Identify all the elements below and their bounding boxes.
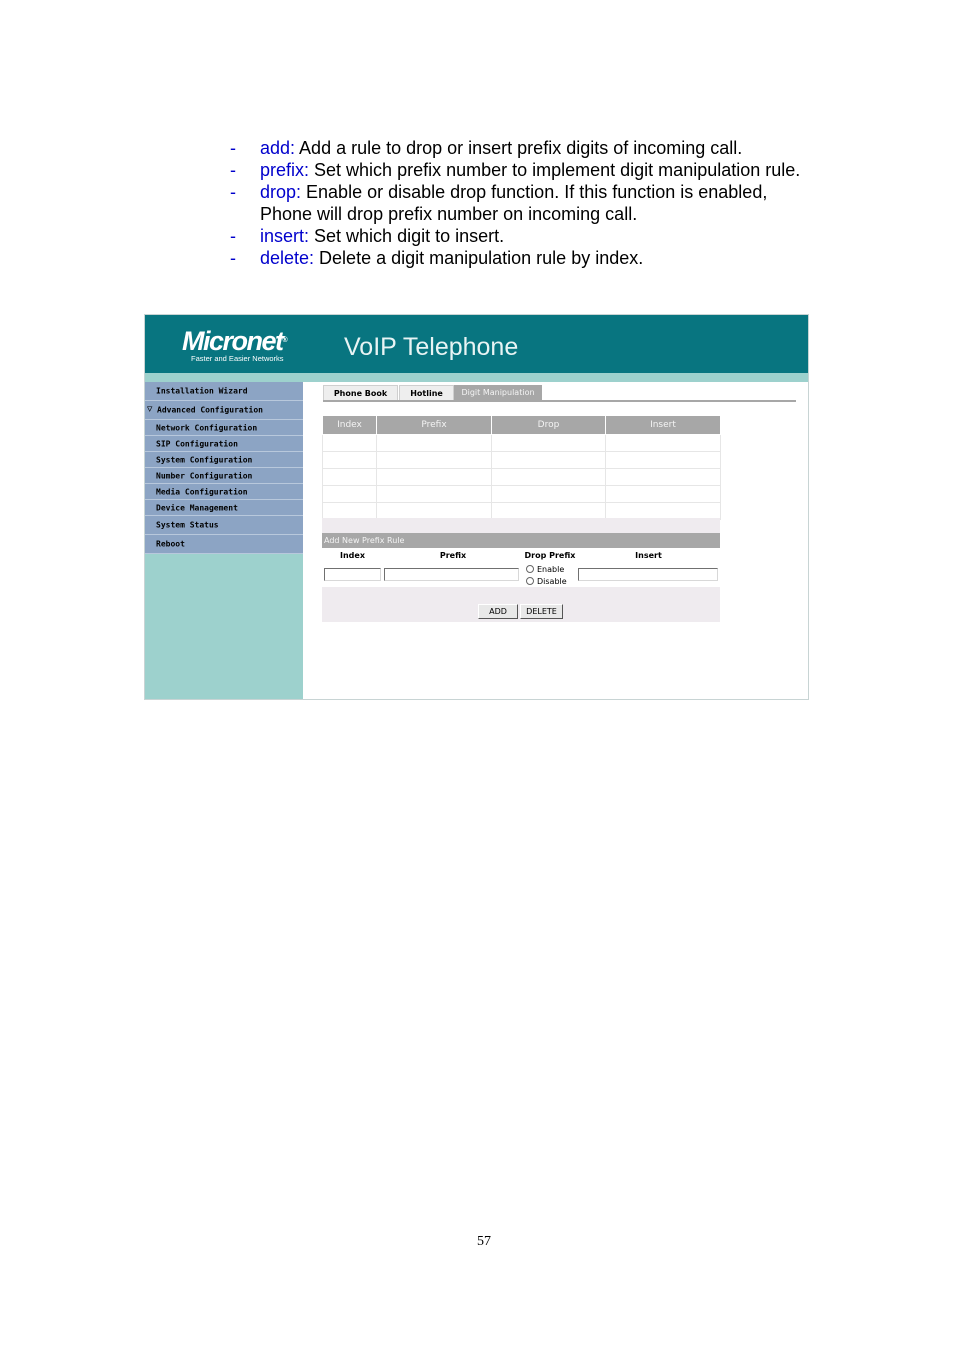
bullet-marker: - (230, 182, 236, 202)
table-row (323, 503, 721, 520)
term-delete: delete: (260, 248, 315, 268)
drop-enable-option[interactable] (526, 565, 564, 575)
bullet-marker: - (230, 226, 236, 246)
prefix-input[interactable] (384, 568, 519, 581)
sidebar-item-device-management[interactable] (145, 500, 303, 516)
table-header-row (323, 416, 721, 435)
tab-underline (323, 400, 796, 402)
sidebar-item-media-configuration[interactable] (145, 484, 303, 500)
desc-drop: Enable or disable drop function. If this function is enabled, Phone will drop prefix number on incoming call. (260, 182, 768, 224)
sidebar (145, 382, 303, 700)
bullet-insert (230, 225, 820, 247)
term-insert: insert: (260, 226, 310, 246)
tab-hotline[interactable]: Hotline (399, 385, 454, 400)
drop-disable-option[interactable] (526, 577, 567, 587)
form-header-insert: Insert (577, 548, 720, 563)
add-button[interactable]: ADD (478, 604, 518, 619)
form-title: Add New Prefix Rule (322, 533, 720, 548)
registered-mark: ® (282, 337, 288, 344)
tab-digit-manipulation[interactable]: Digit Manipulation (454, 385, 542, 400)
form-header-index: Index (322, 548, 383, 563)
sidebar-item-network-configuration[interactable] (145, 420, 303, 436)
banner-strip (145, 373, 808, 382)
ui-screenshot (144, 314, 809, 700)
app-title: VoIP Telephone (344, 333, 519, 361)
index-input[interactable] (324, 568, 381, 581)
sidebar-item-label: Number Configuration (156, 471, 253, 480)
bullet-add (230, 137, 820, 159)
parameter-list (230, 137, 820, 269)
sidebar-item-label: System Configuration (156, 455, 253, 464)
add-prefix-rule-form (322, 533, 720, 622)
bullet-drop (230, 181, 820, 225)
sidebar-item-number-configuration[interactable] (145, 468, 303, 484)
sidebar-nav (145, 382, 303, 554)
digit-rules-table (322, 415, 721, 520)
sidebar-item-label: Reboot (156, 539, 185, 549)
sidebar-item-system-status[interactable] (145, 516, 303, 535)
desc-insert: Set which digit to insert. (309, 226, 505, 246)
column-header-index: Index (323, 416, 377, 435)
form-field-row (322, 563, 720, 587)
sidebar-item-label: Media Configuration (156, 487, 248, 496)
bullet-marker: - (230, 160, 236, 180)
term-drop: drop: (260, 182, 302, 202)
bullet-marker: - (230, 138, 236, 158)
sidebar-item-label: Device Management (156, 503, 238, 512)
logo-text: Micronet (182, 326, 283, 356)
radio-enable-label: Enable (537, 565, 565, 574)
desc-delete: Delete a digit manipulation rule by index. (314, 248, 644, 268)
sidebar-item-label: Network Configuration (156, 423, 258, 432)
radio-enable[interactable] (526, 565, 534, 573)
sidebar-item-label: Installation Wizard (156, 386, 248, 396)
table-footer (322, 518, 720, 534)
sidebar-item-label: SIP Configuration (156, 439, 238, 448)
sidebar-item-sip-configuration[interactable] (145, 436, 303, 452)
radio-disable[interactable] (526, 577, 534, 585)
delete-button[interactable]: DELETE (520, 604, 563, 619)
table-row (323, 452, 721, 469)
term-add: add: (260, 138, 296, 158)
column-header-prefix: Prefix (377, 416, 492, 435)
bullet-marker: - (230, 248, 236, 268)
sidebar-item-label: Advanced Configuration (157, 405, 263, 415)
triangle-down-icon: ▽ (147, 404, 153, 415)
sidebar-item-label: System Status (156, 520, 219, 530)
micronet-logo (182, 327, 288, 355)
column-header-drop: Drop (492, 416, 606, 435)
form-header-drop-prefix: Drop Prefix (523, 548, 577, 563)
bullet-delete (230, 247, 820, 269)
bullet-prefix (230, 159, 820, 181)
table-row (323, 486, 721, 503)
term-prefix: prefix: (260, 160, 310, 180)
form-header-prefix: Prefix (383, 548, 523, 563)
page-number: 57 (477, 1234, 491, 1249)
sidebar-item-installation-wizard[interactable] (145, 382, 303, 401)
sidebar-item-system-configuration[interactable] (145, 452, 303, 468)
desc-add: Add a rule to drop or insert prefix digits of incoming call. (295, 138, 743, 158)
sidebar-item-reboot[interactable] (145, 535, 303, 554)
table-row (323, 435, 721, 452)
header-banner (145, 315, 808, 373)
desc-prefix: Set which prefix number to implement digit manipulation rule. (309, 160, 801, 180)
radio-disable-label: Disable (537, 577, 567, 586)
table-row (323, 469, 721, 486)
insert-input[interactable] (578, 568, 718, 581)
column-header-insert: Insert (606, 416, 721, 435)
sidebar-item-advanced-configuration[interactable] (145, 401, 303, 420)
logo-tagline: Faster and Easier Networks (191, 354, 284, 363)
tab-phone-book[interactable]: Phone Book (323, 385, 398, 400)
